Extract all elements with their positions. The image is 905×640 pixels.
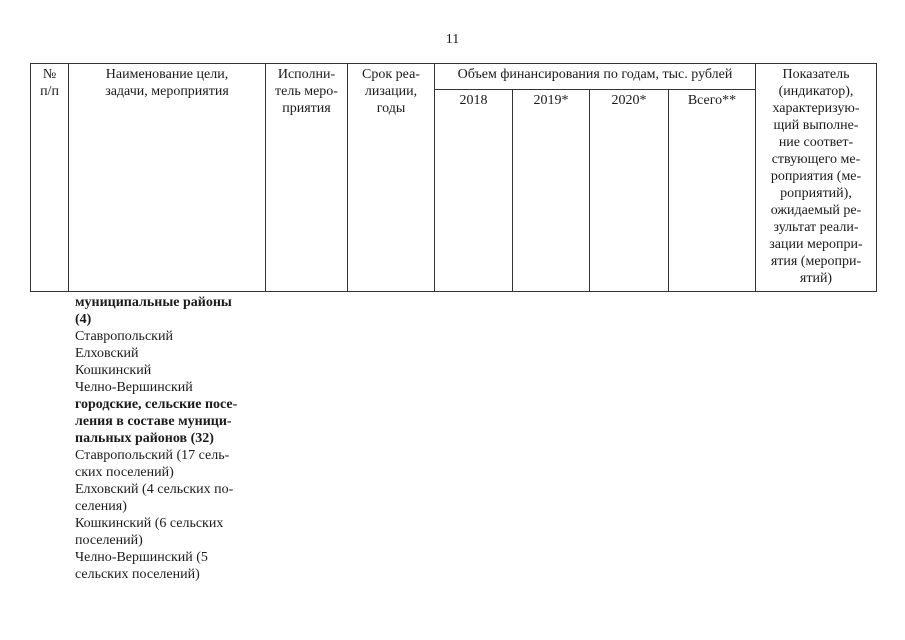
list-item: Ставропольский [75, 329, 173, 344]
list-item: Челно-Вершинский [75, 380, 193, 395]
list-item: Кошкинский [75, 363, 152, 378]
list-item: Челно-Вершинский (5 сельских поселений) [75, 550, 208, 582]
municipalities-list [75, 294, 260, 583]
header-year-2018: 2018 [435, 90, 513, 292]
list-heading-districts: муниципальные районы (4) [75, 295, 232, 327]
page-number: 11 [445, 32, 460, 47]
list-item: Ставропольский (17 сель- ских поселений) [75, 448, 230, 480]
program-table [30, 63, 877, 292]
header-num: № п/п [31, 64, 69, 292]
header-year-2020: 2020* [590, 90, 669, 292]
header-funding: Объем финансирования по годам, тыс. рублей [435, 64, 756, 90]
header-executor: Исполни- тель меро- приятия [266, 64, 348, 292]
list-item: Елховский [75, 346, 139, 361]
header-period: Срок реа- лизации, годы [348, 64, 435, 292]
header-indicator: Показатель (индикатор), характеризую- щий выполне- ние соответ- ствующего ме- роприятия (ме- роприятий), ожидаемый ре- зультат реали- зации меропри- ятия (меропри- ятий) [756, 64, 877, 292]
header-total: Всего** [669, 90, 756, 292]
list-item: Кошкинский (6 сельских поселений) [75, 516, 224, 548]
list-heading-settlements: городские, сельские посе- ления в составе муници- пальных районов (32) [75, 397, 238, 446]
header-year-2019: 2019* [513, 90, 590, 292]
list-item: Елховский (4 сельских по- селения) [75, 482, 234, 514]
header-name: Наименование цели, задачи, мероприятия [69, 64, 266, 292]
